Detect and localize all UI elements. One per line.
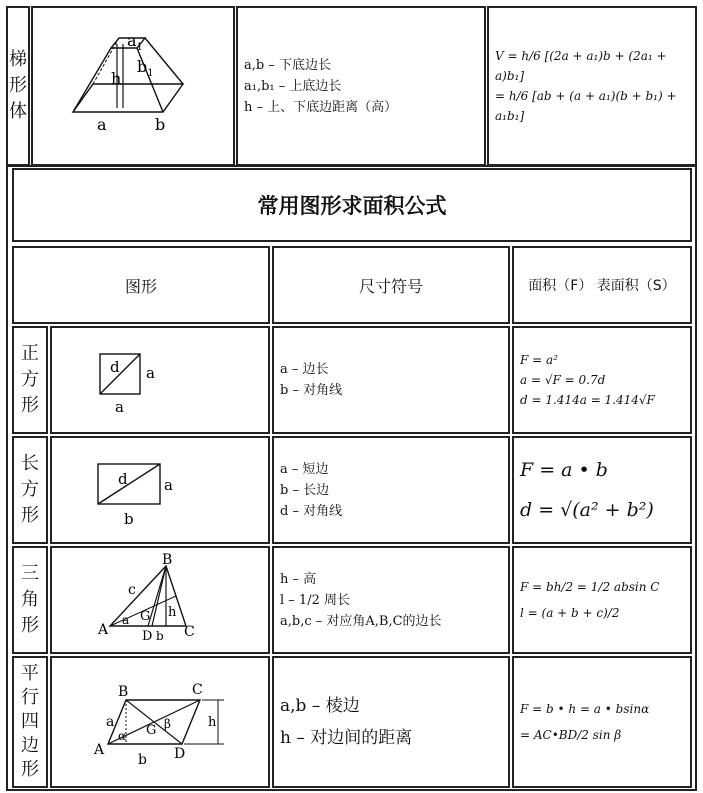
parallelogram-symbol-line: a,b – 棱边 (280, 696, 360, 716)
rectangle-fig-b: b (124, 510, 134, 528)
square-symbol-line: a – 边长 (280, 362, 329, 377)
parallelogram-label-char: 边 (21, 735, 39, 756)
parallelogram-fig-a: a (106, 714, 115, 730)
header-symbols (272, 246, 510, 324)
triangle-formula-line: l = (a + b + c)/2 (520, 606, 620, 620)
frustum-figure-cell (31, 6, 235, 166)
triangle-fig-C: C (184, 624, 195, 640)
triangle-fig-A: A (98, 622, 109, 638)
parallelogram-fig-b: b (138, 752, 147, 768)
frustum-label-char: 体 (9, 101, 27, 122)
rectangle-label-cell (12, 436, 48, 544)
parallelogram-symbol-line: h – 对边间的距离 (280, 728, 413, 748)
frustum-symbols-cell (236, 6, 486, 166)
triangle-label-char: 三 (21, 563, 39, 584)
triangle-fig-h: h (168, 605, 177, 620)
frustum-label-char: 形 (9, 75, 27, 96)
rectangle-fig-a: a (164, 476, 173, 494)
frustum-symbol-line: a,b – 下底边长 (244, 57, 331, 73)
square-symbol-line: b – 对角线 (280, 383, 343, 398)
table-title (12, 168, 692, 242)
triangle-fig-b: b (156, 629, 164, 643)
triangle-formula-line: F = bh/2 = 1/2 absin C (520, 580, 660, 594)
frustum-fig-b1: $b_1$ (137, 57, 154, 79)
frustum-formula-line1: V = h/6 [(2a + a₁)b + (2a₁ + a)b₁] (495, 49, 667, 83)
rectangle-formula-line: d = √(a² + b²) (520, 499, 654, 521)
frustum-figure (33, 8, 233, 164)
frustum-formula-cell (487, 6, 697, 166)
triangle-fig-D: D (142, 629, 153, 644)
parallelogram-fig-beta: β (164, 717, 171, 731)
square-formula-cell (512, 326, 692, 434)
parallelogram-figure (52, 658, 268, 786)
header-shape (12, 246, 270, 324)
square-formula-line: d = 1.414a = 1.414√F (520, 393, 655, 407)
frustum-symbol-line: h – 上、下底边距离（高） (244, 99, 398, 115)
square-label-char: 方 (21, 369, 39, 390)
rectangle-formula-line: F = a • b (520, 459, 608, 481)
rectangle-symbol-line: d – 对角线 (280, 503, 343, 519)
rectangle-label-char: 形 (21, 505, 39, 526)
frustum-fig-h: h (111, 69, 122, 88)
header-area (512, 246, 692, 324)
rectangle-symbol-line: a – 短边 (280, 461, 329, 477)
square-fig-a-right: a (146, 364, 155, 382)
rectangle-symbol-line: b – 长边 (280, 482, 330, 498)
frustum-label-char: 梯 (9, 49, 27, 70)
triangle-fig-c: c (128, 582, 136, 598)
square-figure-cell (50, 326, 270, 434)
header-symbols-text: 尺寸符号 (358, 276, 423, 296)
rectangle-figure (52, 438, 268, 542)
header-shape-text: 图形 (124, 276, 157, 296)
frustum-label-cell (6, 6, 30, 166)
square-label-char: 正 (21, 343, 39, 364)
parallelogram-fig-h: h (208, 715, 217, 730)
parallelogram-formula-line: = AC•BD/2 sin β (520, 728, 622, 742)
parallelogram-label-cell (12, 656, 48, 788)
parallelogram-formula-cell (512, 656, 692, 788)
parallelogram-fig-B: B (118, 684, 129, 700)
parallelogram-formula-line: F = b • h = a • bsinα (520, 702, 650, 716)
triangle-fig-a: a (122, 613, 130, 627)
square-figure (52, 328, 268, 432)
triangle-figure-cell (50, 546, 270, 654)
triangle-label-char: 角 (21, 589, 39, 610)
parallelogram-symbols-cell (272, 656, 510, 788)
parallelogram-figure-cell (50, 656, 270, 788)
parallelogram-fig-alpha: α (118, 729, 127, 743)
parallelogram-fig-G: G (146, 723, 157, 738)
rectangle-fig-d: d (118, 470, 128, 488)
frustum-symbol-line: a₁,b₁ – 上底边长 (244, 78, 342, 94)
parallelogram-label-char: 四 (21, 711, 39, 732)
square-formula-line: a = √F = 0.7d (520, 373, 606, 387)
square-fig-a-bottom: a (115, 398, 124, 416)
triangle-label-cell (12, 546, 48, 654)
triangle-fig-B: B (162, 552, 173, 568)
frustum-fig-a: a (97, 115, 107, 134)
parallelogram-fig-A: A (94, 742, 105, 758)
table-title-text: 常用图形求面积公式 (257, 194, 447, 218)
parallelogram-label-char: 形 (21, 759, 39, 780)
rectangle-figure-cell (50, 436, 270, 544)
triangle-symbol-line: l – 1/2 周长 (280, 592, 350, 608)
parallelogram-label-char: 行 (21, 687, 39, 708)
square-fig-d: d (110, 358, 120, 376)
square-label-cell (12, 326, 48, 434)
triangle-symbol-line: a,b,c – 对应角A,B,C的边长 (280, 613, 442, 629)
rectangle-formula-cell (512, 436, 692, 544)
triangle-symbols-cell (272, 546, 510, 654)
rectangle-label-char: 长 (21, 453, 39, 474)
square-label-char: 形 (21, 395, 39, 416)
triangle-figure (52, 548, 268, 652)
header-area-text: 面积（F） 表面积（S） (528, 278, 676, 294)
square-formula-line: F = a² (520, 353, 558, 367)
parallelogram-fig-D: D (174, 746, 186, 762)
frustum-fig-a1: $a_1$ (127, 31, 143, 53)
parallelogram-label-char: 平 (21, 663, 39, 684)
triangle-symbol-line: h – 高 (280, 571, 317, 587)
parallelogram-fig-C: C (192, 682, 203, 698)
frustum-fig-b: b (155, 115, 166, 134)
rectangle-label-char: 方 (21, 479, 39, 500)
triangle-label-char: 形 (21, 615, 39, 636)
triangle-fig-G: G (140, 609, 151, 624)
square-symbols-cell (272, 326, 510, 434)
triangle-formula-cell (512, 546, 692, 654)
frustum-formula-line2: = h/6 [ab + (a + a₁)(b + b₁) + a₁b₁] (495, 89, 677, 123)
rectangle-symbols-cell (272, 436, 510, 544)
